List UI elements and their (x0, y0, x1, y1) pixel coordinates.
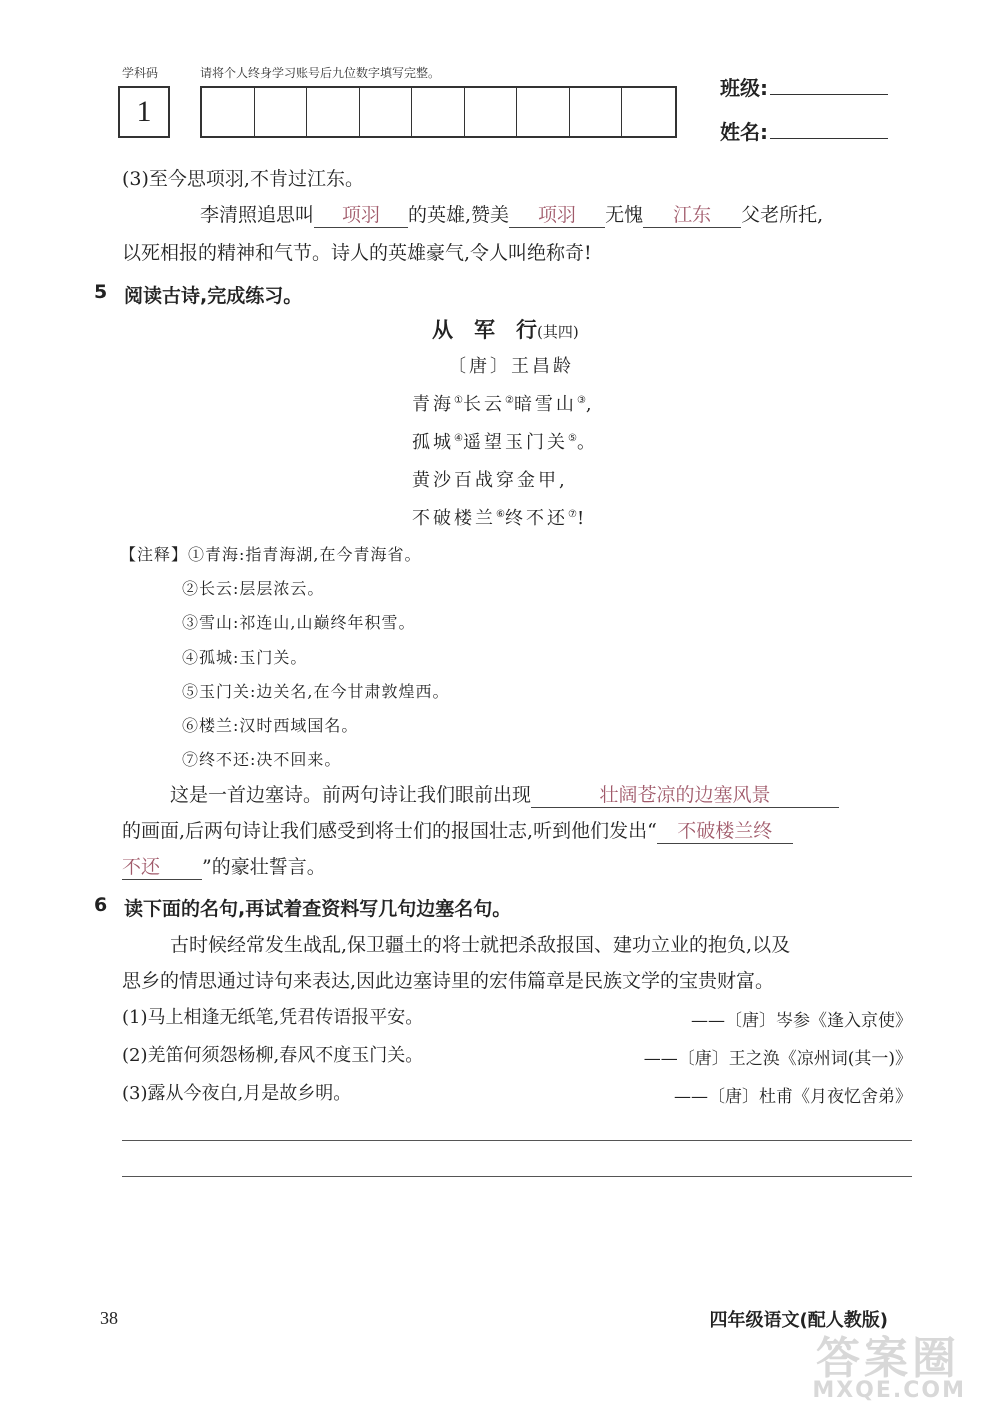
class-field[interactable] (720, 72, 888, 101)
answer-blank[interactable]: 项羽 (509, 203, 605, 228)
q6-para-line1: 古时候经常发生战乱,保卫疆土的将士就把杀敌报国、建功立业的抱负,以及 (170, 934, 791, 956)
writing-line[interactable] (122, 1176, 912, 1177)
q4-part3-heading: (3)至今思项羽,不肯过江东。 (122, 168, 364, 190)
name-blank[interactable] (770, 120, 888, 139)
subject-code-box: 1 (118, 86, 170, 138)
q5-answer-line3 (122, 854, 326, 880)
q5-answer-line1 (170, 782, 839, 808)
poem-text: , (585, 394, 595, 415)
notes-label: 【注释】 (120, 545, 189, 564)
digit-cell[interactable] (570, 88, 623, 136)
class-blank[interactable] (770, 76, 888, 95)
text-segment: 无愧 (605, 204, 644, 226)
note-marker: ⑦ (567, 509, 577, 520)
note-line: ③雪山:祁连山,山巅终年积雪。 (182, 613, 416, 632)
text-segment: 的英雄,赞美 (408, 204, 510, 226)
digit-cell[interactable] (360, 88, 413, 136)
account-instruction: 请将个人终身学习账号后九位数字填写完整。 (200, 66, 441, 80)
poem-text: 。 (576, 432, 598, 453)
watermark-url: MXQE.COM (812, 1378, 966, 1403)
quote-text: (1)马上相逢无纸笔,凭君传语报平安。 (122, 1007, 424, 1028)
quote-text: (2)羌笛何须怨杨柳,春风不度玉门关。 (122, 1045, 424, 1066)
poem-text: 暗雪山 (513, 394, 577, 415)
account-digit-grid[interactable] (200, 86, 677, 138)
q4-part3-line2: 以死相报的精神和气节。诗人的英雄豪气,令人叫绝称奇! (122, 242, 592, 264)
poem-text: 终不还 (504, 508, 568, 529)
poem-text: ! (576, 508, 588, 529)
digit-cell[interactable] (465, 88, 518, 136)
text-segment: 父老所托, (741, 204, 824, 226)
question-number: 6 (94, 894, 108, 916)
digit-cell[interactable] (202, 88, 255, 136)
digit-cell[interactable] (307, 88, 360, 136)
poem-line-2 (412, 428, 598, 454)
note-marker: ⑤ (567, 433, 577, 444)
digit-cell[interactable] (412, 88, 465, 136)
note-marker: ② (504, 395, 514, 406)
answer-blank[interactable]: 项羽 (314, 203, 408, 228)
digit-cell[interactable] (517, 88, 570, 136)
writing-line[interactable] (122, 1140, 912, 1141)
note-line (120, 542, 422, 565)
subject-code-label: 学科码 (122, 66, 159, 80)
quote-source: ——〔唐〕岑参《逢入京使》 (691, 1011, 912, 1031)
book-title: 四年级语文(配人教版) (709, 1310, 888, 1331)
poem-line-1 (412, 390, 595, 416)
name-label: 姓名: (720, 120, 768, 144)
answer-blank[interactable]: 不破楼兰终 (657, 819, 793, 844)
text-segment: 的画面,后两句诗让我们感受到将士们的报国壮志,听到他们发出“ (122, 820, 657, 842)
poem-text: 青海 (412, 394, 454, 415)
poem-text: 不破楼兰 (412, 508, 496, 529)
poem-title-text: 从 军 行 (432, 318, 537, 342)
note-line: ④孤城:玉门关。 (182, 648, 308, 667)
poem-subtitle: (其四) (537, 323, 579, 341)
poem-text: 孤城 (412, 432, 454, 453)
poem-title (432, 314, 579, 344)
note-line: ⑦终不还:决不回来。 (182, 750, 342, 769)
text-segment: 这是一首边塞诗。前两句诗让我们眼前出现 (170, 784, 532, 806)
quote-text: (3)露从今夜白,月是故乡明。 (122, 1083, 352, 1104)
text-segment: ”的豪壮誓言。 (202, 856, 326, 878)
quote-source: ——〔唐〕王之涣《凉州词(其一)》 (643, 1049, 912, 1069)
note-marker: ⑥ (496, 509, 505, 520)
quote-source: ——〔唐〕杜甫《月夜忆舍弟》 (674, 1087, 912, 1107)
text-segment: 李清照追思叫 (200, 204, 315, 226)
digit-cell[interactable] (622, 88, 675, 136)
answer-blank[interactable]: 江东 (643, 203, 741, 228)
question-number: 5 (94, 281, 108, 303)
poem-text: 长云 (462, 394, 505, 415)
note-line: ②长云:层层浓云。 (182, 579, 325, 598)
digit-cell[interactable] (255, 88, 308, 136)
note-marker: ③ (576, 395, 586, 406)
question-title: 阅读古诗,完成练习。 (124, 285, 303, 307)
poem-line-4 (412, 504, 587, 530)
note-marker: ① (454, 395, 463, 406)
q4-part3-line1 (200, 202, 823, 228)
q5-answer-line2 (122, 818, 793, 844)
name-field[interactable] (720, 116, 888, 145)
poem-author: 〔唐〕王昌龄 (448, 356, 574, 377)
note-text: ①青海:指青海湖,在今青海省。 (188, 545, 422, 564)
poem-text: 遥望玉门关 (462, 432, 568, 453)
class-label: 班级: (720, 76, 768, 100)
note-line: ⑥楼兰:汉时西域国名。 (182, 716, 359, 735)
note-line: ⑤玉门关:边关名,在今甘肃敦煌西。 (182, 682, 450, 701)
q6-para-line2: 思乡的情思通过诗句来表达,因此边塞诗里的宏伟篇章是民族文学的宝贵财富。 (122, 970, 775, 992)
question-title: 读下面的名句,再试着查资料写几句边塞名句。 (124, 898, 512, 920)
answer-blank[interactable]: 壮阔苍凉的边塞风景 (531, 783, 839, 808)
note-marker: ④ (454, 433, 463, 444)
answer-blank[interactable]: 不还 (122, 855, 202, 880)
watermark-logo: 答案圈 (816, 1333, 960, 1384)
page-number: 38 (100, 1308, 118, 1328)
poem-line-3: 黄沙百战穿金甲, (412, 470, 568, 491)
